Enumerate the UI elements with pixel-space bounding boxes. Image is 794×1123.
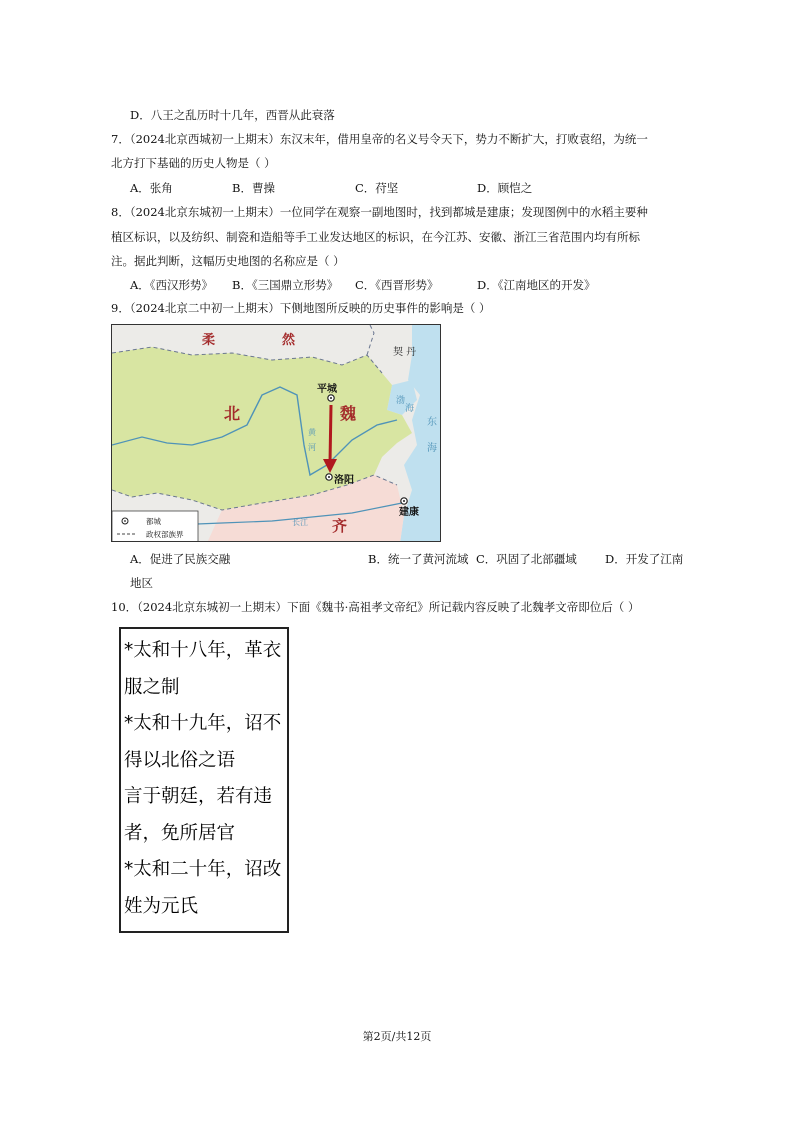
map-label-jiankang: 建康 (399, 507, 419, 518)
map-label-hai: 海 (405, 404, 415, 414)
q8-stem-line1: 8．（2024北京东城初一上期末）一位同学在观察一副地图时，找到都城是建康；发现图例中的水稻主要种 (111, 205, 648, 219)
q8-option-a: A．《西汉形势》 (130, 278, 214, 292)
map-legend-border-label: 政权部族界 (146, 530, 184, 539)
quote-line-4: 得以北俗之语 (124, 749, 236, 771)
q6-option-d: D．八王之乱历时十几年，西晋从此衰落 (130, 108, 335, 122)
q8-option-d: D．《江南地区的开发》 (477, 278, 596, 292)
quote-line-3: *太和十九年，诏不 (124, 713, 282, 734)
q7-option-d: D．顾恺之 (477, 181, 533, 195)
page-footer: 第2页/共12页 (362, 1030, 432, 1043)
q9-option-d: D．开发了江南 (605, 552, 684, 566)
q7-option-b: B．曹操 (232, 181, 275, 195)
map-label-pingcheng: 平城 (317, 384, 337, 395)
northern-wei-map (111, 324, 441, 542)
q7-option-a: A．张角 (130, 181, 173, 195)
map-label-qi: 齐 (332, 517, 348, 535)
quote-line-6: 者，免所居官 (124, 822, 236, 844)
quote-line-1: *太和十八年，革衣 (124, 640, 282, 661)
quote-line-2: 服之制 (124, 676, 180, 698)
map-label-donghai-hai: 海 (427, 443, 437, 454)
map-label-bei: 北 (224, 404, 241, 423)
map-label-ran: 然 (282, 333, 296, 348)
q9-stem: 9．（2024北京二中初一上期末）下侧地图所反映的历史事件的影响是（ ） (111, 301, 491, 315)
map-legend-capital-label: 都城 (146, 517, 161, 526)
q8-stem-line3: 注。据此判断，这幅历史地图的名称应是（ ） (111, 254, 345, 268)
quote-line-8: 姓为元氏 (124, 895, 199, 917)
q7-option-c: C．苻坚 (355, 181, 399, 195)
quote-line-5: 言于朝廷，若有违 (124, 786, 273, 807)
map-label-changjiang: 长江 (292, 518, 308, 527)
q7-stem-line2: 北方打下基础的历史人物是（ ） (111, 156, 276, 170)
map-label-wei: 魏 (340, 404, 357, 423)
q9-option-d-continued: 地区 (130, 576, 153, 590)
map-label-luoyang: 洛阳 (334, 475, 354, 486)
map-label-he: 河 (308, 443, 316, 452)
q7-stem-line1: 7．（2024北京西城初一上期末）东汉末年，借用皇帝的名义号令天下，势力不断扩大，打败袁绍，为统一 (111, 132, 648, 146)
q8-stem-line2: 植区标识，以及纺织、制瓷和造船等手工业发达地区的标识，在今江苏、安徽、浙江三省范围内均有所标 (111, 230, 640, 244)
map-label-rou: 柔 (202, 333, 216, 348)
q9-option-b: B．统一了黄河流域 (368, 552, 469, 566)
map-label-huang: 黄 (308, 428, 316, 437)
map-label-bo: 渤 (396, 396, 406, 406)
q9-option-a: A．促进了民族交融 (130, 552, 231, 566)
map-label-qidan: 契 丹 (393, 347, 417, 358)
map-migration-arrow (330, 405, 331, 463)
quote-line-7: *太和二十年，诏改 (124, 859, 282, 880)
historical-quote-box (119, 627, 289, 933)
q8-option-b: B．《三国鼎立形势》 (232, 278, 339, 292)
map-label-dong: 东 (427, 417, 437, 428)
q10-stem: 10．（2024北京东城初一上期末）下面《魏书·高祖孝文帝纪》所记载内容反映了北魏孝文帝即位后（ ） (111, 600, 640, 614)
q8-option-c: C．《西晋形势》 (355, 278, 439, 292)
q9-option-c: C．巩固了北部疆域 (476, 552, 577, 566)
